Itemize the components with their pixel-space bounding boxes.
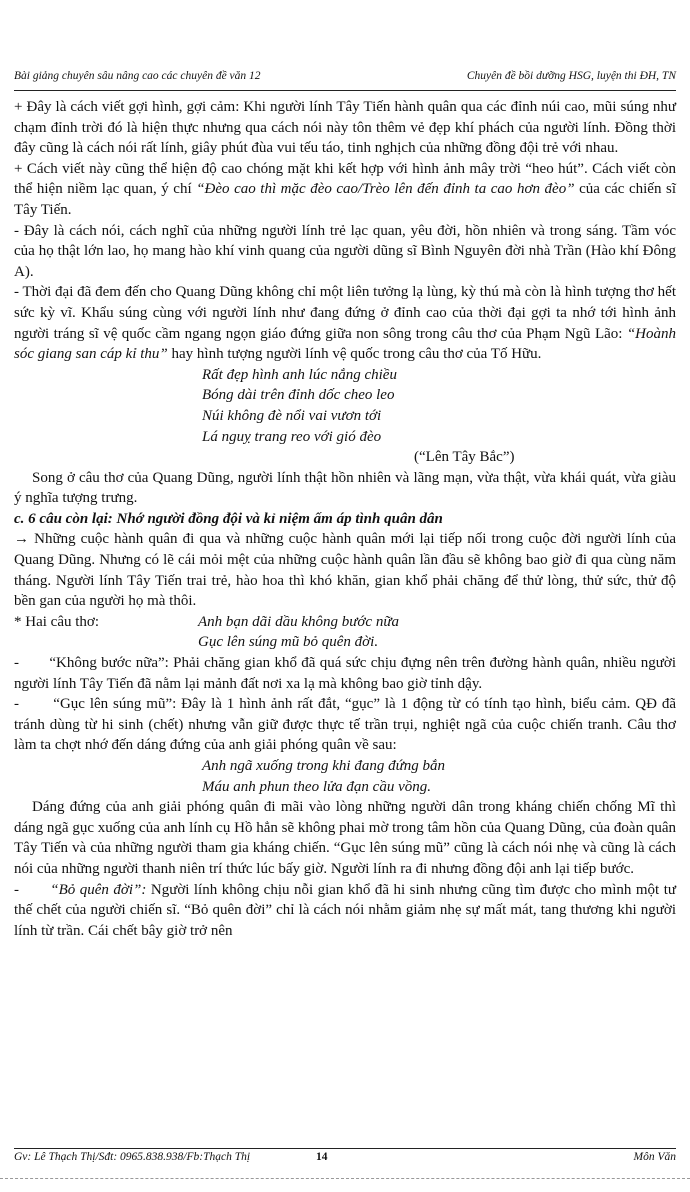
page-footer	[14, 1151, 676, 1167]
footer-left-text: Gv: Lê Thạch Thị/Sđt: 0965.838.938/Fb:Thạch Thị	[14, 1151, 251, 1163]
paragraph-10-dash: -	[14, 881, 51, 898]
paragraph-4-text-b: hay hình tượng người lính vệ quốc trong câu thơ của Tố Hữu.	[167, 346, 542, 363]
paragraph-10	[14, 880, 680, 942]
paragraph-5: Song ở câu thơ của Quang Dũng, người lính thật hồn nhiên và lãng mạn, vừa thật, vừa khái quát, vừa giàu ý nghĩa tượng trưng.	[14, 469, 676, 507]
poem-line: Rất đẹp hình anh lúc nắng chiều	[202, 366, 397, 383]
poem-two-lines	[198, 612, 399, 653]
poem-line: Lá nguỵ trang reo với gió đèo	[202, 428, 382, 445]
paragraph-1: + Đây là cách viết gợi hình, gợi cảm: Khi người lính Tây Tiến hành quân qua các đỉnh núi cao, mũi súng như chạm đỉnh trời đó là hiện thực nhưng qua cách nói này tôn thêm vẻ đẹp khí phách của người lính. Đồng thời đây cũng là cách nói rất lính, giây phút đùa vui tếu táo, tinh nghịch của những đồng đội trẻ với nhau.	[14, 99, 676, 157]
footer-rule	[14, 1148, 676, 1149]
paragraph-4-text-a: - Thời đại đã đem đến cho Quang Dũng không chỉ một liên tưởng lạ lùng, kỳ thú mà còn là hình tượng thơ hết sức kỳ vĩ. Khẩu súng cùng với người lính như đang đứng ở đỉnh cao của thời đại gợi ta nhớ tới hình ảnh người tráng sĩ vệ quốc cầm ngang ngọn giáo đứng giữa non sông trong câu thơ của Phạm Ngũ Lão:	[14, 284, 676, 342]
page-body	[14, 97, 680, 941]
paragraph-10-quote: “Bỏ quên đời”:	[50, 881, 147, 898]
paragraph-6: → Những cuộc hành quân đi qua và những cuộc hành quân mới lại tiếp nối trong cuộc đời người lính của Quang Dũng. Nhưng có lẽ cái mỏi mệt của những cuộc hành quân lần đầu sẽ không bao giờ đi qua cùng năm tháng. Người lính Tây Tiến trai trẻ, hào hoa thì khó khăn, gian khổ phải chăng để thử lòng, thử sức, thử độ bền gan của người họ mà thôi.	[14, 531, 676, 610]
bottom-dashed-line	[0, 1178, 690, 1179]
paragraph-10-text: Người lính không chịu nỗi gian khổ đã hi sinh nhưng cũng tìm được cho mình một tư thế chết của người chiến sĩ. “Bỏ quên đời” chỉ là cách nói nhằm giảm nhẹ sự mất mát, tang thương khi người lính từ trần. Cái chết bây giờ trở nên	[14, 881, 680, 939]
poem-line: Anh bạn dãi dầu không bước nữa	[198, 613, 400, 630]
paragraph-2-quote: “Đèo cao thì mặc đèo cao/Trèo lên đến đỉnh ta cao hơn đèo”	[196, 181, 575, 198]
header-left-text: Bài giảng chuyên sâu nâng cao các chuyên đề văn 12	[14, 70, 261, 82]
two-lines-label: * Hai câu thơ:	[14, 613, 99, 630]
paragraph-8: - “Gục lên súng mũ”: Đây là 1 hình ảnh rất đắt, “gục” là 1 động từ có tính tạo hình, biểu cảm. QĐ đã tránh dùng từ hi sinh (chết) nhưng vẫn giữ được thực tế trần trụi, nghiệt ngã của cuộc chiến tranh. Câu thơ làm ta chợt nhớ đến dáng đứng của anh giải phóng quân về sau:	[14, 696, 680, 754]
paragraph-2	[14, 159, 676, 221]
section-heading-c: c. 6 câu còn lại: Nhớ người đồng đội và kỉ niệm ấm áp tình quân dân	[14, 510, 443, 527]
header-rule	[14, 90, 676, 91]
paragraph-7: - “Không bước nữa”: Phải chăng gian khổ đã quá sức chịu đựng nên trên đường hành quân, nhiều người người lính Tây Tiến đã nằm lại mảnh đất nơi xa lạ mà không bao giờ tỉnh dậy.	[14, 655, 680, 692]
poem-source: (“Lên Tây Bắc”)	[414, 449, 515, 466]
poem-line: Anh ngã xuống trong khi đang đứng bắn	[202, 758, 446, 774]
poem-line: Núi không đè nổi vai vươn tới	[202, 407, 382, 424]
header-right-text: Chuyên đề bồi dưỡng HSG, luyện thi ĐH, TN	[466, 70, 676, 82]
poem-len-tay-bac	[14, 365, 676, 468]
poem-line: Máu anh phun theo lửa đạn cầu vồng.	[202, 778, 431, 795]
paragraph-3: - Đây là cách nói, cách nghĩ của những người lính trẻ lạc quan, yêu đời, hồn nhiên và trong sáng. Tầm vóc của họ thật lớn lao, họ mang hào khí vinh quang của người dũng sĩ Bình Nguyên đời nhà Trần (Hào khí Đông A).	[14, 222, 676, 280]
paragraph-4-quote: “Hoành sóc giang san cáp kỉ thu”	[14, 325, 676, 363]
poem-giai-phong-quan	[14, 756, 676, 797]
paragraph-2-text-b: của các chiến sĩ Tây Tiến.	[14, 181, 676, 218]
two-lines-block	[14, 612, 676, 653]
paragraph-9: Dáng đứng của anh giải phóng quân đi mãi vào lòng những người dân trong kháng chiến chống Mĩ thì dáng ngã gục xuống của anh lính cụ Hồ hẳn sẽ không phai mờ trong tâm hồn của Quang Dũng, của đoàn quân Tây Tiến và của những người tham gia kháng chiến. “Gục lên súng mũ” cũng là cách nói nhẹ và cũng là cách nói của những người thanh niên trí thức lúc bấy giờ. Người lính ra đi nhưng đồng đội anh lại tiếp bước.	[14, 799, 676, 877]
page-number: 14	[316, 1151, 328, 1163]
poem-line: Gục lên súng mũ bỏ quên đời.	[198, 634, 379, 651]
paragraph-2-text-a: + Cách viết này cũng thể hiện độ cao chóng mặt khi kết hợp với hình ảnh mây trời “heo hút”. Cách viết còn thể hiện niềm lạc quan, ý chí	[14, 160, 676, 198]
footer-right-text: Môn Văn	[633, 1151, 676, 1163]
paragraph-4	[14, 282, 676, 364]
poem-line: Bóng dài trên đỉnh dốc cheo leo	[202, 387, 395, 404]
